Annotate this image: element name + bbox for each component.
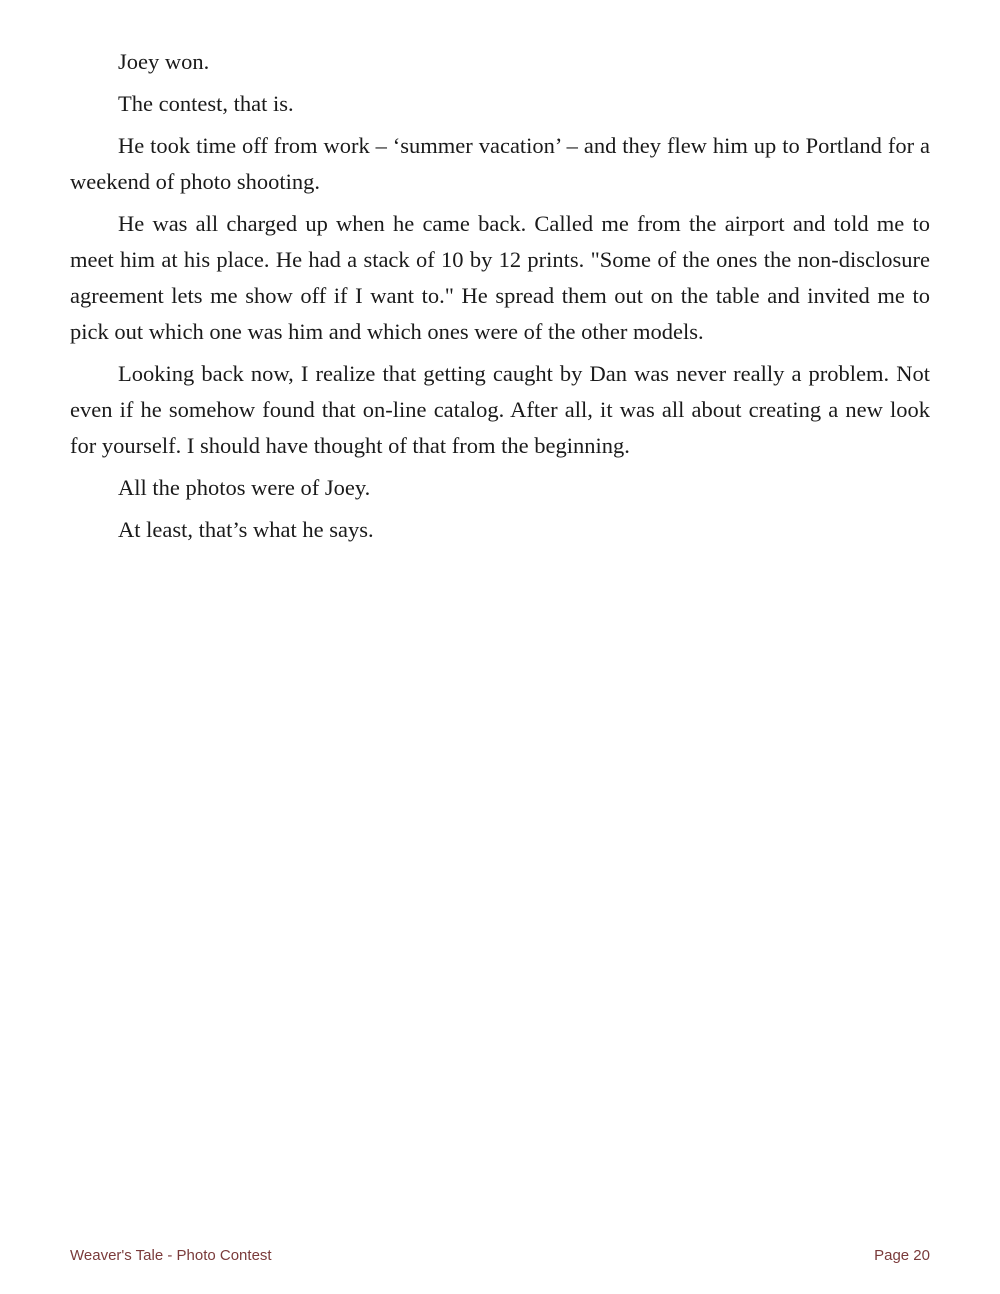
paragraph: At least, that’s what he says. xyxy=(118,517,374,542)
paragraph: Joey won. xyxy=(118,49,210,74)
paragraph: The contest, that is. xyxy=(118,91,294,116)
page-footer xyxy=(70,1245,930,1267)
page-number: Page 20 xyxy=(874,1247,930,1264)
paragraph: All the photos were of Joey. xyxy=(118,475,371,500)
body-text xyxy=(70,44,930,554)
paragraph: He was all charged up when he came back. Called me from the airport and told me to meet him at his place. He had a stack of 10 by 12 prints. "Some of the ones the non-disclosure agreement lets me show off if I want to." He spread them out on the table and invited me to pick out which one was him and which ones were of the other models. xyxy=(70,211,930,344)
paragraph: Looking back now, I realize that getting caught by Dan was never really a problem. Not even if he somehow found that on-line catalog. After all, it was all about creating a new look for yourself. I should have thought of that from the beginning. xyxy=(70,361,930,458)
paragraph: He took time off from work – ‘summer vacation’ – and they flew him up to Portland for a weekend of photo shooting. xyxy=(70,133,930,194)
footer-title: Weaver's Tale - Photo Contest xyxy=(70,1247,272,1264)
